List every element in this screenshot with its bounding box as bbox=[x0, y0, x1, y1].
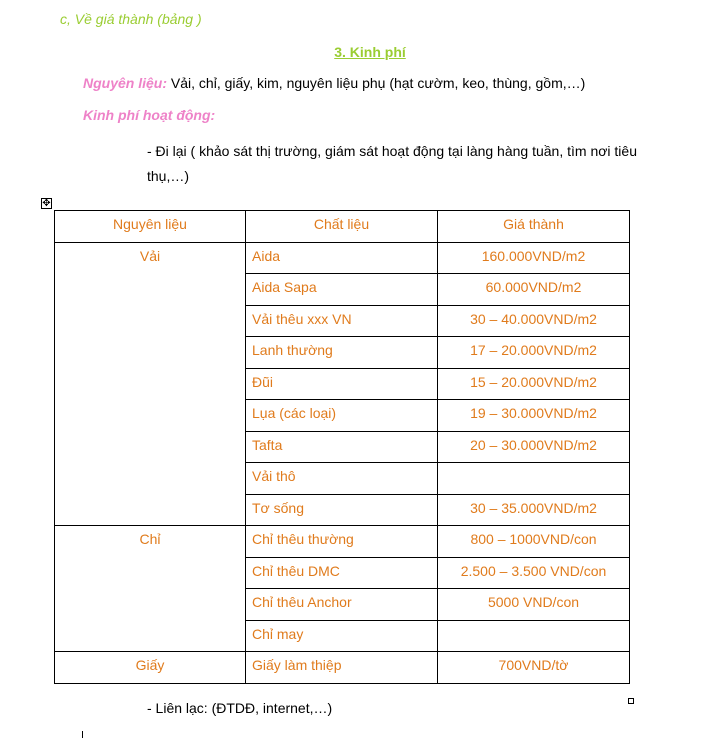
material-cell: Tơ sống bbox=[246, 494, 438, 526]
material-cell: Chỉ thêu thường bbox=[246, 526, 438, 558]
material-cell: Chỉ thêu Anchor bbox=[246, 589, 438, 621]
table-row bbox=[55, 526, 630, 558]
operating-cost-label: Kinh phí hoạt động: bbox=[83, 107, 216, 123]
header-cell: Chất liệu bbox=[246, 211, 438, 243]
group-cell: Vải bbox=[55, 242, 246, 526]
material-cell: Aida bbox=[246, 242, 438, 274]
material-cell: Vải thêu xxx VN bbox=[246, 305, 438, 337]
material-cell: Tafta bbox=[246, 431, 438, 463]
price-cell: 60.000VND/m2 bbox=[438, 274, 630, 306]
price-cell: 160.000VND/m2 bbox=[438, 242, 630, 274]
group-cell: Giấy bbox=[55, 652, 246, 684]
table-row bbox=[55, 652, 630, 684]
header-cell: Nguyên liệu bbox=[55, 211, 246, 243]
group-cell: Chỉ bbox=[55, 526, 246, 652]
material-cell: Aida Sapa bbox=[246, 274, 438, 306]
price-cell: 30 – 35.000VND/m2 bbox=[438, 494, 630, 526]
material-cell: Lụa (các loại) bbox=[246, 400, 438, 432]
price-cell: 700VND/tờ bbox=[438, 652, 630, 684]
section-heading: 3. Kinh phí bbox=[334, 44, 406, 60]
price-cell: 30 – 40.000VND/m2 bbox=[438, 305, 630, 337]
materials-label: Nguyên liệu: bbox=[83, 75, 168, 91]
material-cell: Chỉ thêu DMC bbox=[246, 557, 438, 589]
materials-paragraph bbox=[83, 75, 585, 91]
price-cell: 20 – 30.000VND/m2 bbox=[438, 431, 630, 463]
section-c-title: c, Về giá thành (bảng ) bbox=[60, 11, 202, 27]
price-cell: 19 – 30.000VND/m2 bbox=[438, 400, 630, 432]
price-cell bbox=[438, 620, 630, 652]
price-cell: 17 – 20.000VND/m2 bbox=[438, 337, 630, 369]
table-row bbox=[55, 242, 630, 274]
travel-paragraph: - Đi lại ( khảo sát thị trường, giám sát hoạt động tại làng hàng tuần, tìm nơi tiêu thụ,…) bbox=[147, 143, 637, 184]
table-header-row bbox=[55, 211, 630, 243]
materials-text: Vải, chỉ, giấy, kim, nguyên liệu phụ (hạt cườm, keo, thùng, gồm,…) bbox=[167, 75, 586, 91]
contact-paragraph: - Liên lạc: (ĐTDĐ, internet,…) bbox=[147, 700, 333, 716]
header-cell: Giá thành bbox=[438, 211, 630, 243]
price-cell: 800 – 1000VND/con bbox=[438, 526, 630, 558]
material-cell: Lanh thường bbox=[246, 337, 438, 369]
table-resize-handle[interactable] bbox=[628, 698, 634, 704]
price-cell: 2.500 – 3.500 VND/con bbox=[438, 557, 630, 589]
price-cell bbox=[438, 463, 630, 495]
price-cell: 15 – 20.000VND/m2 bbox=[438, 368, 630, 400]
material-cell: Chỉ may bbox=[246, 620, 438, 652]
material-cell: Vải thô bbox=[246, 463, 438, 495]
cost-table-body bbox=[55, 211, 630, 684]
move-icon[interactable]: ✥ bbox=[42, 198, 51, 209]
cost-table bbox=[54, 210, 630, 684]
material-cell: Giấy làm thiệp bbox=[246, 652, 438, 684]
material-cell: Đũi bbox=[246, 368, 438, 400]
price-cell: 5000 VND/con bbox=[438, 589, 630, 621]
